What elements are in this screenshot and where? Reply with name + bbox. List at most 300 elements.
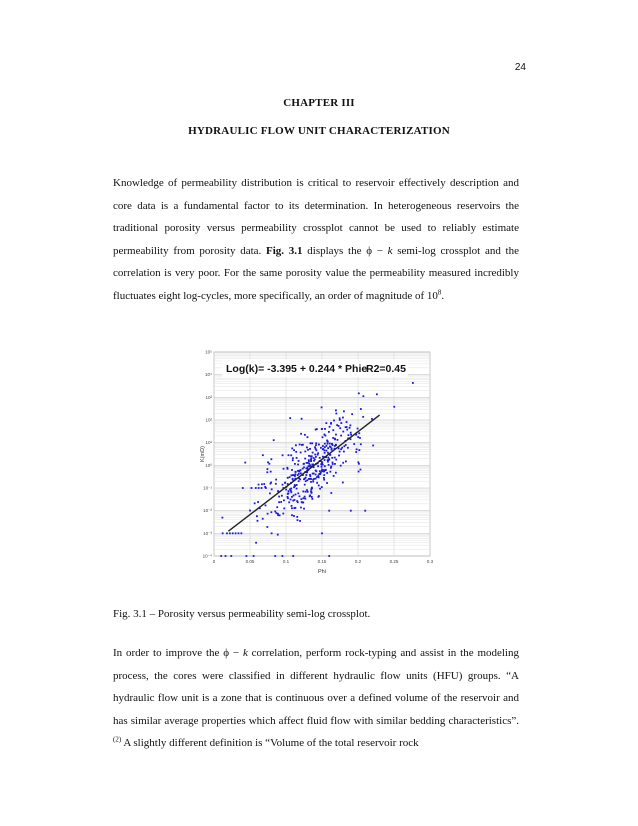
scatter-point bbox=[334, 438, 336, 440]
scatter-point bbox=[308, 465, 310, 467]
scatter-point bbox=[325, 422, 327, 424]
scatter-point bbox=[327, 461, 329, 463]
scatter-point bbox=[340, 435, 342, 437]
scatter-point bbox=[412, 382, 414, 384]
scatter-point bbox=[298, 473, 300, 475]
scatter-point bbox=[256, 515, 258, 517]
scatter-point bbox=[222, 517, 224, 519]
scatter-point bbox=[317, 454, 319, 456]
chapter-label: CHAPTER III bbox=[283, 97, 355, 109]
paragraph1-text-3: semi-log crossplot and the correlation is very poor. For the same porosity value the permeability measured incredibly fluctuates eight log-cycles, more specifically, an order of magnitude of 10 bbox=[113, 244, 519, 302]
scatter-point bbox=[319, 457, 321, 459]
scatter-point bbox=[275, 512, 277, 514]
scatter-point bbox=[311, 487, 313, 489]
scatter-point bbox=[288, 490, 290, 492]
scatter-point bbox=[360, 443, 362, 445]
y-tick-label: 10⁵ bbox=[205, 349, 212, 355]
scatter-point bbox=[288, 501, 290, 503]
scatter-point bbox=[311, 455, 313, 457]
scatter-point bbox=[240, 532, 242, 534]
scatter-point bbox=[222, 532, 224, 534]
scatter-point bbox=[291, 505, 293, 507]
scatter-point bbox=[310, 478, 312, 480]
scatter-point bbox=[363, 395, 365, 397]
scatter-point bbox=[310, 489, 312, 491]
scatter-point bbox=[289, 476, 291, 478]
scatter-point bbox=[257, 520, 259, 522]
scatter-point bbox=[340, 465, 342, 467]
scatter-point bbox=[278, 501, 280, 503]
scatter-point bbox=[313, 460, 315, 462]
x-tick-labels bbox=[213, 559, 434, 564]
scatter-point bbox=[304, 496, 306, 498]
y-tick-label: 10⁻⁴ bbox=[202, 553, 212, 559]
scatter-point bbox=[275, 483, 277, 485]
scatter-point bbox=[340, 448, 342, 450]
scatter-point bbox=[296, 484, 298, 486]
scatter-point bbox=[306, 462, 308, 464]
scatter-point bbox=[257, 501, 259, 503]
scatter-point bbox=[225, 555, 227, 557]
scatter-point bbox=[282, 513, 284, 515]
x-tick-label: 0.3 bbox=[426, 559, 434, 564]
x-axis-label: Phi bbox=[318, 569, 326, 575]
scatter-point bbox=[290, 491, 292, 493]
scatter-point bbox=[343, 410, 345, 412]
scatter-point bbox=[310, 442, 312, 444]
scatter-point bbox=[313, 473, 315, 475]
figure-caption: Fig. 3.1 – Porosity versus permeability semi-log crossplot. bbox=[113, 608, 371, 620]
scatter-point bbox=[312, 452, 314, 454]
scatter-point bbox=[358, 449, 360, 451]
scatter-point bbox=[335, 413, 337, 415]
scatter-point bbox=[349, 424, 351, 426]
scatter-point bbox=[267, 468, 269, 470]
scatter-point bbox=[318, 473, 320, 475]
scatter-point bbox=[321, 428, 323, 430]
scatter-point bbox=[302, 468, 304, 470]
scatter-point bbox=[309, 495, 311, 497]
y-tick-label: 10⁻³ bbox=[203, 530, 212, 536]
scatter-point bbox=[315, 448, 317, 450]
scatter-point bbox=[302, 444, 304, 446]
scatter-point bbox=[315, 444, 317, 446]
scatter-point bbox=[311, 498, 313, 500]
scatter-point bbox=[347, 447, 349, 449]
scatter-point bbox=[324, 459, 326, 461]
scatter-point bbox=[372, 445, 374, 447]
scatter-point bbox=[334, 463, 336, 465]
scatter-point bbox=[306, 447, 308, 449]
scatter-point bbox=[277, 513, 279, 515]
scatter-point bbox=[349, 427, 351, 429]
scatter-point bbox=[327, 443, 329, 445]
scatter-point bbox=[293, 486, 295, 488]
scatter-point bbox=[326, 482, 328, 484]
scatter-point bbox=[270, 471, 272, 473]
scatter-point bbox=[342, 431, 344, 433]
scatter-point bbox=[334, 457, 336, 459]
scatter-point bbox=[308, 455, 310, 457]
scatter-point bbox=[357, 436, 359, 438]
scatter-point bbox=[360, 408, 362, 410]
scatter-point bbox=[308, 478, 310, 480]
scatter-point bbox=[337, 439, 339, 441]
scatter-point bbox=[289, 489, 291, 491]
scatter-point bbox=[226, 532, 228, 534]
scatter-point bbox=[350, 434, 352, 436]
scatter-point bbox=[331, 457, 333, 459]
scatter-point bbox=[271, 532, 273, 534]
scatter-point bbox=[304, 484, 306, 486]
scatter-point bbox=[261, 483, 263, 485]
scatter-point bbox=[220, 555, 222, 557]
scatter-point bbox=[329, 426, 331, 428]
x-tick-label: 0.2 bbox=[354, 559, 362, 564]
scatter-point bbox=[297, 492, 299, 494]
crossplot-svg bbox=[196, 348, 436, 584]
scatter-point bbox=[306, 468, 308, 470]
scatter-point bbox=[332, 462, 334, 464]
scatter-point bbox=[321, 532, 323, 534]
scatter-point bbox=[318, 495, 320, 497]
scatter-point bbox=[301, 418, 303, 420]
scatter-point bbox=[359, 437, 361, 439]
scatter-point bbox=[300, 472, 302, 474]
scatter-point bbox=[360, 469, 362, 471]
scatter-point bbox=[321, 486, 323, 488]
scatter-point bbox=[335, 444, 337, 446]
scatter-point bbox=[327, 457, 329, 459]
scatter-point bbox=[309, 475, 311, 477]
scatter-point bbox=[307, 449, 309, 451]
scatter-point bbox=[358, 471, 360, 473]
y-axis-label: K(mD) bbox=[200, 446, 206, 462]
scatter-point bbox=[299, 520, 301, 522]
scatter-point bbox=[301, 501, 303, 503]
scatter-point bbox=[273, 439, 275, 441]
paragraph1-text-4: . bbox=[441, 289, 445, 302]
scatter-point bbox=[327, 441, 329, 443]
scatter-point bbox=[318, 444, 320, 446]
scatter-point bbox=[229, 532, 231, 534]
scatter-point bbox=[356, 448, 358, 450]
scatter-point bbox=[299, 478, 301, 480]
scatter-point bbox=[318, 485, 320, 487]
scatter-point bbox=[335, 459, 337, 461]
y-tick-label: 10² bbox=[205, 417, 212, 423]
scatter-point bbox=[350, 510, 352, 512]
x-tick-label: 0.1 bbox=[282, 559, 290, 564]
y-tick-label: 10³ bbox=[205, 394, 212, 400]
scatter-point bbox=[265, 505, 267, 507]
scatter-point bbox=[307, 491, 309, 493]
scatter-point bbox=[327, 452, 329, 454]
scatter-point bbox=[332, 429, 334, 431]
paragraph1-text-1: Knowledge of permeability distribution is critical to reservoir effectively description and core data is a fundamental factor to its determination. In heterogeneous reservoirs the traditional porosity versus permeability crossplot cannot be used to reliably estimate permeability from porosity data. bbox=[113, 177, 519, 257]
scatter-point bbox=[267, 513, 269, 515]
scatter-point bbox=[364, 510, 366, 512]
scatter-point bbox=[310, 491, 312, 493]
scatter-point bbox=[279, 514, 281, 516]
scatter-point bbox=[335, 472, 337, 474]
scatter-point bbox=[341, 447, 343, 449]
scatter-point bbox=[310, 460, 312, 462]
scatter-point bbox=[304, 451, 306, 453]
scatter-point bbox=[314, 446, 316, 448]
scatter-point bbox=[283, 508, 285, 510]
scatter-point bbox=[325, 445, 327, 447]
scatter-point bbox=[296, 457, 298, 459]
scatter-point bbox=[333, 475, 335, 477]
scatter-point bbox=[287, 496, 289, 498]
scatter-point bbox=[309, 448, 311, 450]
scatter-point bbox=[346, 429, 348, 431]
scatter-point bbox=[304, 498, 306, 500]
scatter-point bbox=[230, 555, 232, 557]
x-tick-label: 0.25 bbox=[389, 559, 399, 564]
scatter-point bbox=[291, 469, 293, 471]
scatter-point bbox=[315, 429, 317, 431]
scatter-point bbox=[317, 465, 319, 467]
scatter-point bbox=[296, 516, 298, 518]
scatter-point bbox=[296, 488, 298, 490]
scatter-point bbox=[328, 431, 330, 433]
scatter-point bbox=[320, 463, 322, 465]
scatter-point bbox=[263, 483, 265, 485]
scatter-point bbox=[343, 451, 345, 453]
scatter-point bbox=[304, 434, 306, 436]
scatter-point bbox=[306, 489, 308, 491]
scatter-point bbox=[315, 470, 317, 472]
scatter-point bbox=[292, 457, 294, 459]
scatter-point bbox=[316, 482, 318, 484]
scatter-point bbox=[297, 501, 299, 503]
scatter-point bbox=[258, 487, 260, 489]
x-tick-label: 0.05 bbox=[245, 559, 255, 564]
scatter-point bbox=[322, 448, 324, 450]
scatter-point bbox=[277, 534, 279, 536]
scatter-point bbox=[330, 492, 332, 494]
scatter-point bbox=[261, 487, 263, 489]
scatter-point bbox=[255, 487, 257, 489]
scatter-point bbox=[342, 417, 344, 419]
scatter-point bbox=[274, 555, 276, 557]
scatter-point bbox=[304, 478, 306, 480]
scatter-point bbox=[271, 488, 273, 490]
scatter-point bbox=[291, 514, 293, 516]
scatter-point bbox=[322, 470, 324, 472]
page-number: 24 bbox=[514, 62, 526, 73]
scatter-point bbox=[393, 406, 395, 408]
scatter-point bbox=[329, 443, 331, 445]
scatter-point bbox=[300, 498, 302, 500]
scatter-point bbox=[305, 474, 307, 476]
scatter-point bbox=[348, 434, 350, 436]
scatter-point bbox=[299, 495, 301, 497]
scatter-point bbox=[292, 555, 294, 557]
scatter-point bbox=[298, 460, 300, 462]
scatter-point bbox=[266, 471, 268, 473]
scatter-point bbox=[262, 518, 264, 520]
scatter-point bbox=[328, 458, 330, 460]
scatter-point bbox=[330, 446, 332, 448]
scatter-point bbox=[292, 459, 294, 461]
scatter-point bbox=[266, 526, 268, 528]
scatter-point bbox=[291, 496, 293, 498]
scatter-point bbox=[345, 461, 347, 463]
k-symbol: k bbox=[242, 647, 248, 659]
scatter-point bbox=[288, 454, 290, 456]
scatter-point bbox=[342, 482, 344, 484]
scatter-point bbox=[253, 555, 255, 557]
scatter-point bbox=[244, 462, 246, 464]
scatter-point bbox=[285, 489, 287, 491]
scatter-point bbox=[287, 468, 289, 470]
scatter-point bbox=[288, 492, 290, 494]
y-tick-label: 10⁻² bbox=[203, 508, 212, 514]
y-tick-label: 10⁰ bbox=[205, 462, 212, 468]
scatter-point bbox=[251, 487, 253, 489]
scatter-point bbox=[270, 482, 272, 484]
scatter-point bbox=[265, 487, 267, 489]
scatter-point bbox=[329, 471, 331, 473]
scatter-point bbox=[326, 472, 328, 474]
scatter-point bbox=[297, 519, 299, 521]
scatter-point bbox=[335, 434, 337, 436]
citation-reference: (2) bbox=[113, 735, 122, 744]
scatter-point bbox=[314, 454, 316, 456]
scatter-point bbox=[293, 515, 295, 517]
scatter-point bbox=[318, 476, 320, 478]
scatter-point bbox=[330, 422, 332, 424]
scatter-point bbox=[335, 409, 337, 411]
exponent: 8 bbox=[437, 288, 442, 297]
scatter-point bbox=[311, 442, 313, 444]
scatter-point bbox=[358, 392, 360, 394]
scatter-point bbox=[235, 532, 237, 534]
scatter-point bbox=[315, 442, 317, 444]
paragraph-hydraulic-flow-units bbox=[113, 642, 519, 755]
scatter-point bbox=[294, 475, 296, 477]
paragraph2-text-3: A slightly different definition is “Volume of the total reservoir rock bbox=[121, 737, 419, 750]
scatter-point bbox=[327, 447, 329, 449]
scatter-point bbox=[281, 495, 283, 497]
scatter-point bbox=[255, 542, 257, 544]
scatter-point bbox=[298, 480, 300, 482]
scatter-point bbox=[291, 507, 293, 509]
scatter-point bbox=[284, 482, 286, 484]
scatter-point bbox=[350, 432, 352, 434]
scatter-point bbox=[292, 474, 294, 476]
scatter-point bbox=[338, 455, 340, 457]
scatter-point bbox=[310, 481, 312, 483]
scatter-point bbox=[323, 477, 325, 479]
scatter-point bbox=[325, 435, 327, 437]
scatter-point bbox=[332, 444, 334, 446]
scatter-point bbox=[305, 480, 307, 482]
scatter-point bbox=[307, 436, 309, 438]
scatter-point bbox=[315, 474, 317, 476]
figure-reference: Fig. 3.1 bbox=[266, 244, 303, 257]
scatter-point bbox=[275, 479, 277, 481]
crossplot-figure bbox=[196, 348, 436, 584]
y-tick-label: 10¹ bbox=[205, 440, 212, 446]
scatter-point bbox=[238, 532, 240, 534]
scatter-point bbox=[299, 444, 301, 446]
chapter-title: HYDRAULIC FLOW UNIT CHARACTERIZATION bbox=[188, 125, 450, 137]
scatter-point bbox=[312, 481, 314, 483]
scatter-point bbox=[303, 463, 305, 465]
x-tick-label: 0 bbox=[212, 559, 216, 564]
scatter-point bbox=[294, 463, 296, 465]
scatter-point bbox=[303, 508, 305, 510]
scatter-point bbox=[353, 443, 355, 445]
scatter-point bbox=[294, 473, 296, 475]
scatter-point bbox=[278, 496, 280, 498]
scatter-point bbox=[313, 478, 315, 480]
scatter-point bbox=[274, 510, 276, 512]
k-symbol: k bbox=[387, 244, 393, 257]
scatter-point bbox=[294, 484, 296, 486]
scatter-point bbox=[342, 462, 344, 464]
scatter-point bbox=[332, 463, 334, 465]
scatter-point bbox=[302, 491, 304, 493]
scatter-point bbox=[282, 555, 284, 557]
scatter-point bbox=[346, 426, 348, 428]
scatter-point bbox=[376, 393, 378, 395]
scatter-point bbox=[283, 499, 285, 501]
scatter-point bbox=[315, 456, 317, 458]
scatter-point bbox=[309, 464, 311, 466]
scatter-point bbox=[308, 459, 310, 461]
scatter-point bbox=[254, 502, 256, 504]
scatter-point bbox=[303, 497, 305, 499]
scatter-point bbox=[270, 458, 272, 460]
scatter-point bbox=[299, 470, 301, 472]
y-tick-label: 10⁻¹ bbox=[203, 485, 212, 491]
scatter-point bbox=[291, 447, 293, 449]
scatter-point bbox=[305, 491, 307, 493]
scatter-point bbox=[345, 444, 347, 446]
scatter-point bbox=[246, 555, 248, 557]
scatter-point bbox=[324, 443, 326, 445]
y-tick-label: 10⁴ bbox=[205, 372, 212, 378]
scatter-point bbox=[311, 496, 313, 498]
scatter-point bbox=[232, 532, 234, 534]
scatter-point bbox=[317, 475, 319, 477]
paragraph1-text-2: displays the ϕ − bbox=[302, 244, 388, 257]
scatter-point bbox=[339, 417, 341, 419]
scatter-point bbox=[357, 461, 359, 463]
paragraph2-text-2: correlation, perform rock-typing and assist in the modeling process, the cores were classified in different hydraulic flow units (HFU) groups. “A hydraulic flow unit is a zone that is continuous over a defined volume of the reservoir and has similar average properties which affect fluid flow with similar bedding characteristics”. bbox=[113, 647, 519, 727]
scatter-point bbox=[324, 465, 326, 467]
equation-label: Log(k)= -3.395 + 0.244 * Phie bbox=[226, 363, 368, 375]
scatter-point bbox=[328, 464, 330, 466]
scatter-point bbox=[346, 421, 348, 423]
scatter-point bbox=[340, 422, 342, 424]
scatter-point bbox=[297, 464, 299, 466]
scatter-point bbox=[324, 446, 326, 448]
scatter-point bbox=[258, 484, 260, 486]
scatter-point bbox=[362, 416, 364, 418]
scatter-point bbox=[300, 433, 302, 435]
scatter-point bbox=[333, 420, 335, 422]
scatter-point bbox=[276, 506, 278, 508]
scatter-point bbox=[262, 454, 264, 456]
scatter-point bbox=[332, 437, 334, 439]
scatter-point bbox=[357, 428, 359, 430]
